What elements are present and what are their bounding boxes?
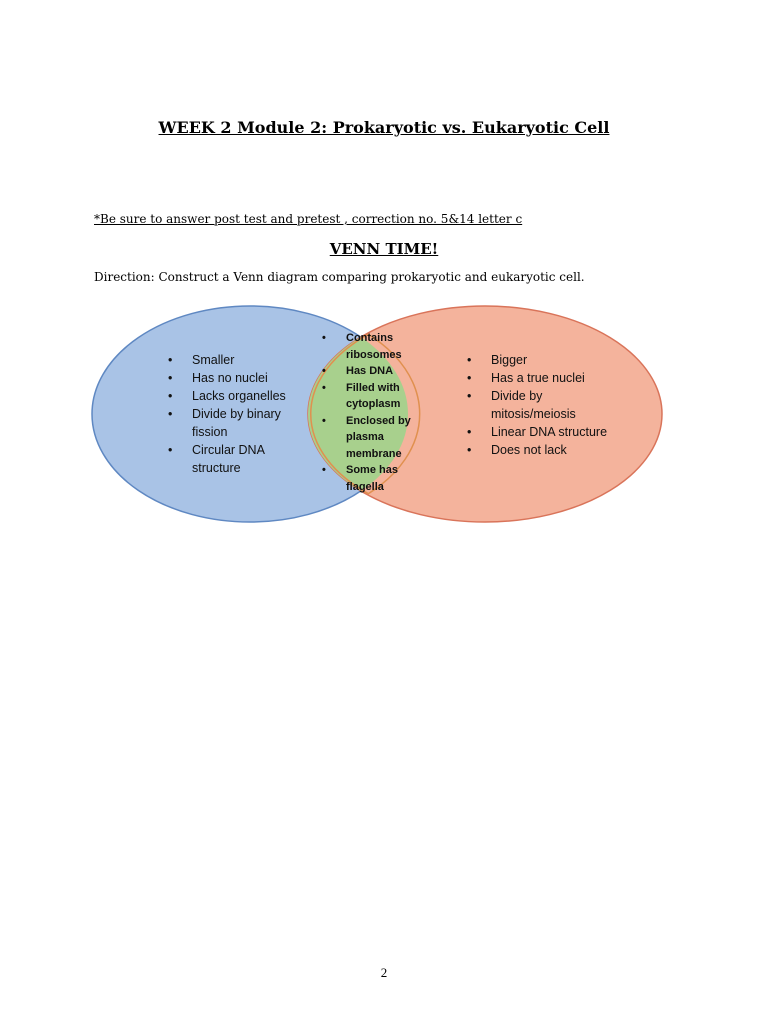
list-item: • Contains ribosomes bbox=[346, 330, 426, 363]
list-item: • Circular DNA structure bbox=[192, 441, 312, 477]
list-item: • Smaller bbox=[192, 351, 312, 369]
shared-traits-list bbox=[346, 330, 426, 495]
list-item: • Bigger bbox=[491, 351, 611, 369]
list-item: • Enclosed by plasma membrane bbox=[346, 413, 426, 463]
page-number: 2 bbox=[380, 965, 388, 980]
list-item: • Lacks organelles bbox=[192, 387, 312, 405]
page-title: WEEK 2 Module 2: Prokaryotic vs. Eukaryotic Cell bbox=[158, 118, 610, 137]
list-item: • Has DNA bbox=[346, 363, 426, 380]
list-item: • Linear DNA structure bbox=[491, 423, 611, 441]
section-subtitle: VENN TIME! bbox=[329, 240, 439, 258]
prokaryotic-traits-list bbox=[192, 351, 312, 477]
list-item: • Has a true nuclei bbox=[491, 369, 611, 387]
list-item: • Filled with cytoplasm bbox=[346, 380, 426, 413]
list-item: • Has no nuclei bbox=[192, 369, 312, 387]
instruction-note: *Be sure to answer post test and pretest , correction no. 5&14 letter c bbox=[94, 212, 523, 226]
list-item: • Divide by mitosis/meiosis bbox=[491, 387, 611, 423]
list-item: • Does not lack bbox=[491, 441, 611, 459]
list-item: • Divide by binary fission bbox=[192, 405, 312, 441]
direction-text: Direction: Construct a Venn diagram comparing prokaryotic and eukaryotic cell. bbox=[94, 270, 585, 284]
eukaryotic-traits-list bbox=[491, 351, 611, 459]
list-item: • Some has flagella bbox=[346, 462, 426, 495]
